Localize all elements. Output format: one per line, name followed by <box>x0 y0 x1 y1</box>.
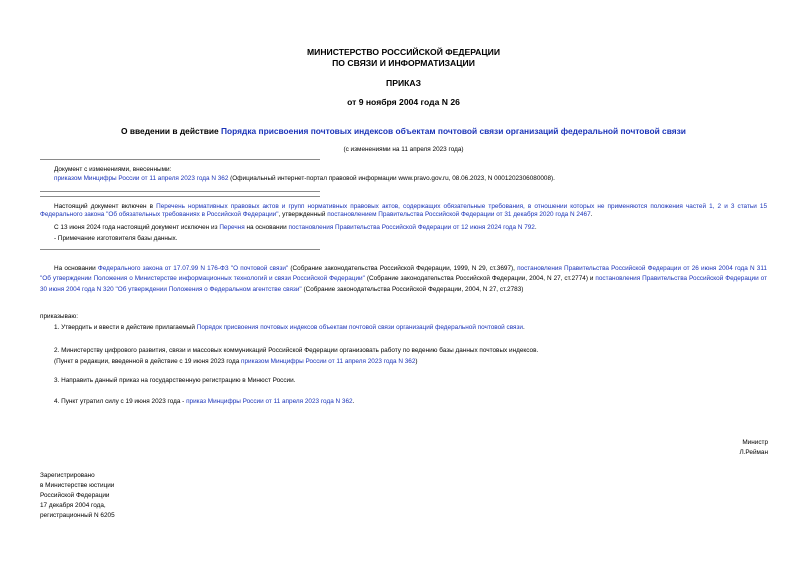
item-3: 3. Направить данный приказ на государственную регистрацию в Минюст России. <box>54 377 296 384</box>
registration-line-2: в Министерстве юстиции <box>40 482 115 489</box>
postanovlenie-2467-link[interactable]: постановлением Правительства Российской Федерации от 31 декабря 2020 года N 2467 <box>327 211 591 219</box>
postanovlenie-320-link[interactable]: постановления Правительства Российской Федерации от 30 июня 2004 года N 320 "Об утверждении Положения о Федеральном агентстве связи" <box>40 275 767 293</box>
info-paragraph-1: Настоящий документ включен в Перечень нормативных правовых актов и групп нормативных правовых актов, содержащих обязательные требования, в отношении которых не применяются положения частей 1, 2 и 3 статьи 15 Федерального закона "Об обязательных требованиях в Российской Федерации", утвержденный постановлением Правительства Российской Федерации от 31 декабря 2020 года N 2467. <box>40 203 767 219</box>
document-date: от 9 ноября 2004 года N 26 <box>347 97 460 107</box>
revision-note: (с изменениями на 11 апреля 2023 года) <box>343 146 464 153</box>
postanovlenie-792-link[interactable]: постановления Правительства Российской Федерации от 12 июня 2024 года N 792 <box>288 224 535 231</box>
changes-tail: (Официальный интернет-портал правовой информации www.pravo.gov.ru, 08.06.2023, N 0001202306080008). <box>228 175 555 182</box>
divider <box>40 159 320 160</box>
prikaz-362-link[interactable]: приказом Минцифры России от 11 апреля 2023 года N 362 <box>241 358 416 365</box>
registration-line-4: 17 декабря 2004 года, <box>40 502 106 509</box>
document-type: ПРИКАЗ <box>386 78 421 88</box>
divider <box>40 249 320 250</box>
postanovlenie-311-link[interactable]: постановления Правительства Российской Федерации от 26 июня 2004 года N 311 "Об утверждении Положения о Министерстве информационных технологий и связи Российской Федерации" <box>40 265 767 283</box>
perechen-link[interactable]: Перечень нормативных правовых актов и групп нормативных правовых актов, содержащих обязательные требования, в отношении которых не применяются положения частей 1, 2 и 3 статьи 15 Федерального закона "Об обязательных требованиях в Российской Федерации" <box>40 203 767 219</box>
registration-line-3: Российской Федерации <box>40 492 110 499</box>
ministry-name-line1: МИНИСТЕРСТВО РОССИЙСКОЙ ФЕДЕРАЦИИ <box>306 47 501 57</box>
db-note: - Примечание изготовителя базы данных. <box>54 235 178 242</box>
changes-label: Документ с изменениями, внесенными: <box>54 166 172 173</box>
divider <box>40 196 320 197</box>
perechen-short-link[interactable]: Перечня <box>219 224 245 231</box>
registration-line-5: регистрационный N 6205 <box>40 512 115 519</box>
item-2: 2. Министерству цифрового развития, связи и массовых коммуникаций Российской Федерации организовать работу по ведению базы данных почтовых индексов. <box>54 347 539 354</box>
divider <box>40 191 320 192</box>
item-2-note: (Пункт в редакции, введенной в действие с 19 июня 2023 года приказом Минцифры России от 11 апреля 2023 года N 362) <box>54 358 418 365</box>
item-1: 1. Утвердить и ввести в действие прилагаемый Порядок присвоения почтовых индексов объектам почтовой связи организаций федеральной почтовой связи. <box>54 324 525 331</box>
signature-name: Л.Рейман <box>739 449 768 456</box>
federal-law-link[interactable]: Федерального закона от 17.07.99 N 176-ФЗ "О почтовой связи" <box>97 265 289 272</box>
changes-source <box>54 175 555 183</box>
prikaz-362-link-2[interactable]: приказ Минцифры России от 11 апреля 2023 года N 362 <box>186 398 353 405</box>
order-word: приказываю: <box>40 313 78 320</box>
item-4: 4. Пункт утратил силу с 19 июня 2023 года - приказ Минцифры России от 11 апреля 2023 года N 362. <box>54 398 355 405</box>
basis-paragraph: На основании Федерального закона от 17.07.99 N 176-ФЗ "О почтовой связи" (Собрание законодательства Российской Федерации, 1999, N 29, ст.3697), постановления Правительства Российской Федерации от 26 июня 2004 года N 311 "Об утверждении Положения о Министерстве информационных технологий и связи Российской Федерации" (Собрание законодательства Российской Федерации, 2004, N 27, ст.2774) и постановления Правительства Российской Федерации от 30 июня 2004 года N 320 "Об утверждении Положения о Федеральном агентстве связи" (Собрание законодательства Российской Федерации, 2004, N 27, ст.2783) <box>40 265 767 293</box>
ministry-name-line2: ПО СВЯЗИ И ИНФОРМАТИЗАЦИИ <box>332 58 475 68</box>
changes-link[interactable]: приказом Минцифры России от 11 апреля 2023 года N 362 <box>54 175 229 182</box>
poryadok-link[interactable]: Порядок присвоения почтовых индексов объектам почтовой связи организаций федеральной почтовой связи <box>196 324 524 331</box>
title-prefix: О введении в действие <box>121 126 222 136</box>
registration-line-1: Зарегистрировано <box>40 472 95 479</box>
title-link[interactable]: Порядка присвоения почтовых индексов объектам почтовой связи организаций федеральной почтовой связи <box>221 126 686 136</box>
document-title <box>0 126 807 136</box>
info-paragraph-2: С 13 июня 2024 года настоящий документ исключен из Перечня на основании постановления Правительства Российской Федерации от 12 июня 2024 года N 792. <box>54 224 537 231</box>
signature-position: Министр <box>742 439 768 446</box>
